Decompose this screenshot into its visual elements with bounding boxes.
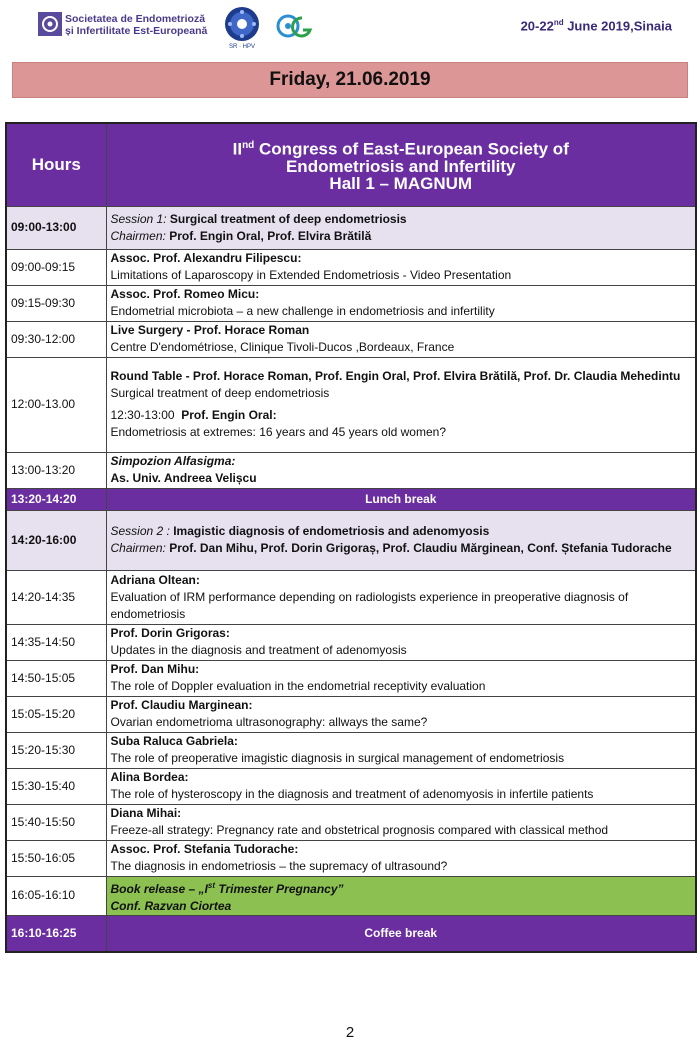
table-row <box>6 840 696 876</box>
time-cell: 09:15-09:30 <box>6 285 106 321</box>
table-row <box>6 768 696 804</box>
time-cell: 09:30-12:00 <box>6 321 106 357</box>
time-cell: 15:40-15:50 <box>6 804 106 840</box>
session-row <box>6 206 696 249</box>
talk-cell: Prof. Dorin Grigoras: Updates in the diagnosis and treatment of adenomyosis <box>106 624 696 660</box>
table-row <box>6 696 696 732</box>
page-number: 2 <box>345 1024 355 1041</box>
book-release-row <box>6 876 696 915</box>
time-cell: 15:20-15:30 <box>6 732 106 768</box>
time-cell: 12:00-13.00 <box>6 357 106 452</box>
table-header-row <box>6 123 696 206</box>
table-row <box>6 624 696 660</box>
congress-title: IInd Congress of East-European Society of Endometriosis and Infertility Hall 1 – MAGNUM <box>106 123 696 206</box>
srhpv-logo-icon <box>222 6 262 50</box>
talk-cell: Diana Mihai: Freeze-all strategy: Pregnancy rate and obstetrical prognosis compared with classical method <box>106 804 696 840</box>
table-row <box>6 660 696 696</box>
time-cell: 09:00-09:15 <box>6 249 106 285</box>
time-cell: 16:05-16:10 <box>6 876 106 915</box>
talk-cell: Alina Bordea: The role of hysteroscopy in the diagnosis and treatment of adenomyosis in infertile patients <box>106 768 696 804</box>
table-row <box>6 570 696 624</box>
table-row <box>6 804 696 840</box>
schedule-table <box>5 122 697 953</box>
talk-cell: Simpozion Alfasigma: As. Univ. Andreea Velișcu <box>106 452 696 488</box>
session-row <box>6 510 696 570</box>
talk-cell: Round Table - Prof. Horace Roman, Prof. Engin Oral, Prof. Elvira Brătilă, Prof. Dr. Claudia Mehedintu Surgical treatment of deep endometriosis 12:30-13:00 Prof. Engin Oral: Endometriosis at extremes: 16 years and 45 years old women? <box>106 357 696 452</box>
session-cell: Session 2 : Imagistic diagnosis of endometriosis and adenomyosis Chairmen: Prof. Dan Mihu, Prof. Dorin Grigoraș, Prof. Claudiu Mărginean, Conf. Ștefania Tudorache <box>106 510 696 570</box>
time-cell: 13:20-14:20 <box>6 488 106 510</box>
society-logo <box>38 12 206 40</box>
society-name: Societatea de Endometrioză și Infertilitate Est-Europeană <box>65 13 208 37</box>
talk-cell: Adriana Oltean: Evaluation of IRM performance depending on radiologists experience in preoperative diagnosis of endometriosis <box>106 570 696 624</box>
break-row <box>6 488 696 510</box>
time-cell: 14:20-14:35 <box>6 570 106 624</box>
time-cell: 13:00-13:20 <box>6 452 106 488</box>
time-cell: 14:20-16:00 <box>6 510 106 570</box>
table-row <box>6 452 696 488</box>
time-cell: 15:05-15:20 <box>6 696 106 732</box>
page-header <box>0 0 700 55</box>
time-cell: 15:50-16:05 <box>6 840 106 876</box>
talk-cell: Suba Raluca Gabriela: The role of preoperative imagistic diagnosis in surgical management of endometriosis <box>106 732 696 768</box>
table-row <box>6 321 696 357</box>
table-row <box>6 285 696 321</box>
og-logo-icon <box>276 10 316 42</box>
lunch-break-label: Lunch break <box>106 488 696 510</box>
time-cell: 14:35-14:50 <box>6 624 106 660</box>
book-release-cell: Book release – „Ist Trimester Pregnancy” Conf. Razvan Ciortea <box>106 876 696 915</box>
talk-cell: Assoc. Prof. Romeo Micu: Endometrial microbiota – a new challenge in endometriosis and infertility <box>106 285 696 321</box>
session-cell: Session 1: Surgical treatment of deep endometriosis Chairmen: Prof. Engin Oral, Prof. Elvira Brătilă <box>106 206 696 249</box>
coffee-break-label: Coffee break <box>106 915 696 952</box>
table-row <box>6 732 696 768</box>
table-row <box>6 249 696 285</box>
time-cell: 14:50-15:05 <box>6 660 106 696</box>
talk-cell: Assoc. Prof. Alexandru Filipescu: Limitations of Laparoscopy in Extended Endometriosis - Video Presentation <box>106 249 696 285</box>
talk-cell: Live Surgery - Prof. Horace Roman Centre D'endométriose, Clinique Tivoli-Ducos ,Bordeaux, France <box>106 321 696 357</box>
society-logo-icon <box>38 12 62 36</box>
event-date: 20-22nd June 2019,Sinaia <box>520 18 672 34</box>
time-cell: 09:00-13:00 <box>6 206 106 249</box>
time-cell: 15:30-15:40 <box>6 768 106 804</box>
time-cell: 16:10-16:25 <box>6 915 106 952</box>
talk-cell: Prof. Claudiu Marginean: Ovarian endometrioma ultrasonography: allways the same? <box>106 696 696 732</box>
table-row <box>6 357 696 452</box>
hours-header: Hours <box>6 123 106 206</box>
talk-cell: Assoc. Prof. Stefania Tudorache: The diagnosis in endometriosis – the supremacy of ultrasound? <box>106 840 696 876</box>
srhpv-logo-text: SR · HPV <box>228 44 256 50</box>
day-title: Friday, 21.06.2019 <box>12 62 688 98</box>
break-row <box>6 915 696 952</box>
talk-cell: Prof. Dan Mihu: The role of Doppler evaluation in the endometrial receptivity evaluation <box>106 660 696 696</box>
